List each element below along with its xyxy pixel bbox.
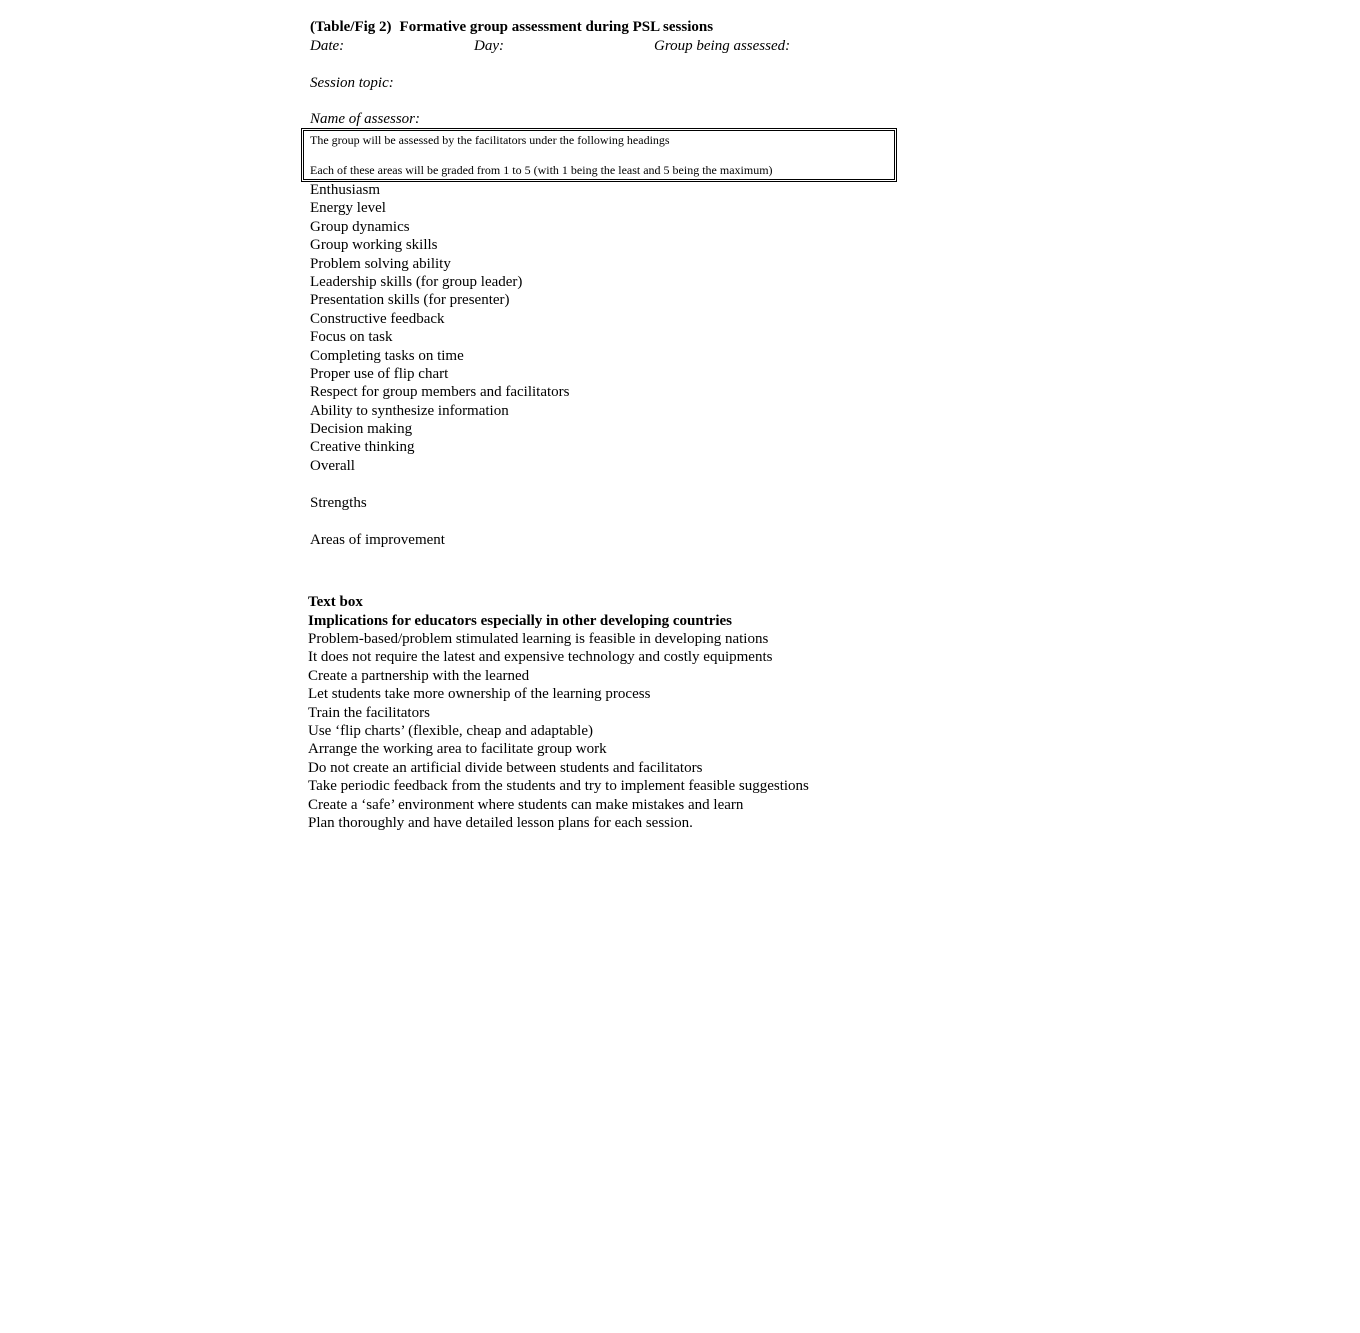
figure-title <box>310 18 713 36</box>
implication-item: Do not create an artificial divide between students and facilitators <box>308 759 703 776</box>
criterion-item: Respect for group members and facilitators <box>310 384 570 401</box>
implications-heading: Implications for educators especially in other developing countries <box>308 613 733 629</box>
criterion-item: Energy level <box>310 200 386 217</box>
criterion-item: Presentation skills (for presenter) <box>310 292 510 309</box>
assessment-criteria-list <box>310 181 570 475</box>
page-title: Formative group assessment during PSL sessions <box>399 19 714 35</box>
figure-label: (Table/Fig 2) <box>310 19 392 35</box>
implication-item: It does not require the latest and expensive technology and costly equipments <box>308 649 773 666</box>
implication-item: Use ‘flip charts’ (flexible, cheap and adaptable) <box>308 722 593 739</box>
criterion-item: Problem solving ability <box>310 255 451 272</box>
criterion-item: Group dynamics <box>310 218 410 235</box>
implications-list <box>308 630 809 832</box>
implication-item: Problem-based/problem stimulated learning is feasible in developing nations <box>308 631 769 647</box>
strengths-label: Strengths <box>310 495 367 511</box>
implication-item: Train the facilitators <box>308 704 430 721</box>
implication-item: Arrange the working area to facilitate group work <box>308 741 607 758</box>
implication-item: Plan thoroughly and have detailed lesson plans for each session. <box>308 814 693 831</box>
criterion-item: Focus on task <box>310 329 393 346</box>
instructions-line-headings: The group will be assessed by the facilitators under the following headings <box>310 133 670 147</box>
implication-item: Let students take more ownership of the learning process <box>308 686 651 703</box>
criterion-item: Creative thinking <box>310 439 415 456</box>
criterion-item: Enthusiasm <box>310 182 380 198</box>
day-label: Day: <box>474 38 504 54</box>
implication-item: Create a ‘safe’ environment where students can make mistakes and learn <box>308 796 744 813</box>
instructions-box <box>301 128 897 182</box>
criterion-item: Completing tasks on time <box>310 347 464 364</box>
group-being-assessed-label: Group being assessed: <box>654 38 791 54</box>
text-box-label: Text box <box>308 594 363 610</box>
criterion-item: Leadership skills (for group leader) <box>310 273 523 290</box>
criterion-item: Group working skills <box>310 237 438 254</box>
criterion-item: Proper use of flip chart <box>310 365 449 382</box>
criterion-item: Overall <box>310 457 355 474</box>
implication-item: Create a partnership with the learned <box>308 667 530 684</box>
instructions-line-grading: Each of these areas will be graded from 1 to 5 (with 1 being the least and 5 being the maximum) <box>310 163 773 177</box>
implication-item: Take periodic feedback from the students and try to implement feasible suggestions <box>308 778 809 795</box>
assessor-name-label: Name of assessor: <box>310 111 421 127</box>
criterion-item: Constructive feedback <box>310 310 445 327</box>
date-label: Date: <box>310 38 345 54</box>
session-topic-label: Session topic: <box>310 75 394 91</box>
areas-of-improvement-label: Areas of improvement <box>310 532 445 548</box>
criterion-item: Decision making <box>310 421 413 438</box>
criterion-item: Ability to synthesize information <box>310 402 509 419</box>
